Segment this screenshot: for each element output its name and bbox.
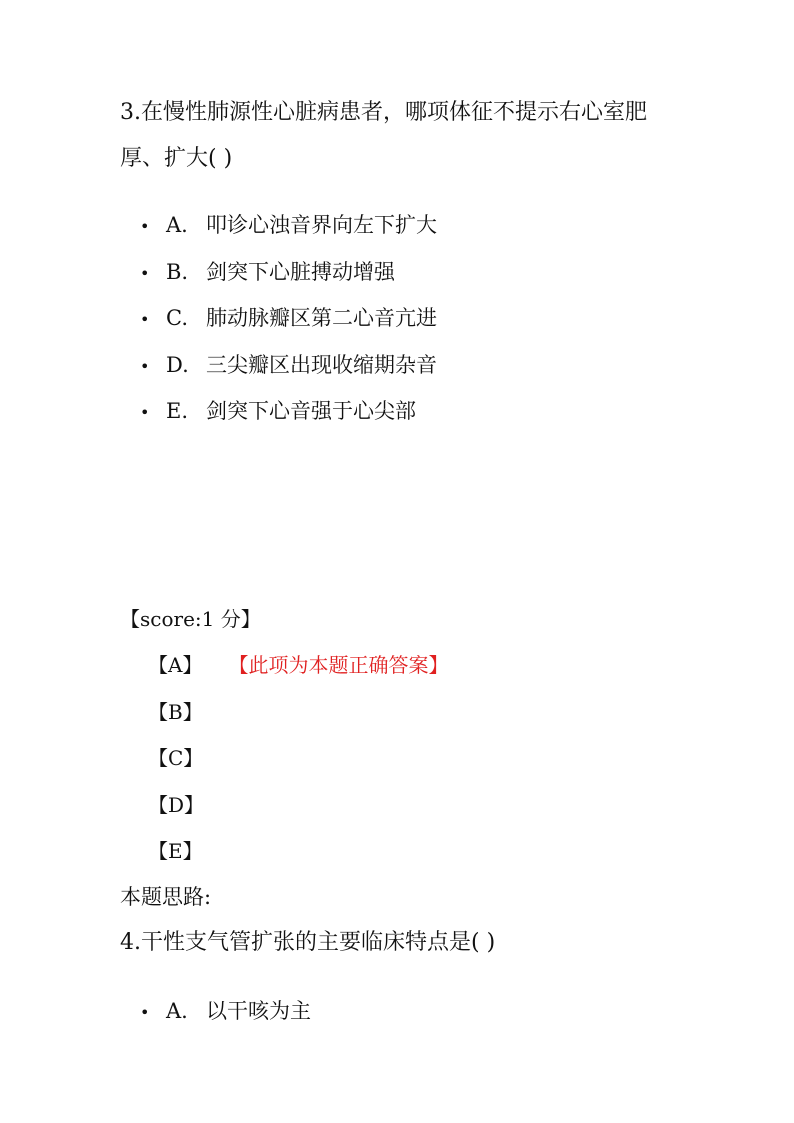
score-label: 【score:1 分】 — [120, 607, 261, 631]
option-d[interactable] — [140, 342, 437, 389]
bullet-icon: • — [140, 356, 150, 376]
answer-list — [148, 642, 448, 875]
bullet-icon: • — [140, 310, 150, 329]
question-3-options — [140, 202, 437, 435]
bullet-icon: • — [140, 263, 150, 283]
bullet-icon: • — [140, 403, 150, 422]
option-text: 三尖瓣区出现收缩期杂音 — [206, 352, 437, 377]
option-letter: D. — [166, 352, 189, 377]
option-a[interactable] — [140, 988, 311, 1035]
bullet-icon: • — [140, 217, 150, 236]
answer-label: 【D】 — [148, 792, 205, 817]
answer-label: 【C】 — [148, 746, 204, 770]
option-c[interactable] — [140, 295, 437, 342]
correct-answer-marker: 【此项为本题正确答案】 — [238, 653, 449, 677]
answer-a — [148, 642, 448, 689]
option-letter: A. — [166, 213, 188, 237]
question-4-stem: 4.干性支气管扩张的主要临床特点是( ) — [120, 930, 496, 955]
question-4-options — [140, 988, 311, 1035]
answer-c — [148, 735, 448, 782]
option-letter: A. — [166, 999, 188, 1023]
option-b[interactable] — [140, 249, 437, 296]
answer-label: 【E】 — [148, 839, 203, 863]
option-text: 以干咳为主 — [206, 999, 311, 1023]
answer-label: 【B】 — [148, 699, 203, 724]
answer-d — [148, 782, 448, 829]
option-letter: E. — [166, 399, 189, 423]
option-e[interactable] — [140, 388, 437, 435]
option-text: 肺动脉瓣区第二心音亢进 — [206, 306, 437, 330]
answer-e — [148, 828, 448, 875]
bullet-icon: • — [140, 1003, 150, 1022]
option-text: 剑突下心音强于心尖部 — [206, 399, 416, 423]
option-a[interactable] — [140, 202, 437, 249]
option-text: 叩诊心浊音界向左下扩大 — [206, 213, 437, 237]
explanation-label: 本题思路: — [120, 885, 212, 909]
option-letter: B. — [166, 259, 189, 284]
answer-b — [148, 689, 448, 736]
answer-label: 【A】 — [148, 653, 203, 677]
question-3-stem: 3.在慢性肺源性心脏病患者，哪项体征不提示右心室肥厚、扩大( ) — [120, 100, 647, 171]
option-letter: C. — [166, 306, 188, 330]
option-text: 剑突下心脏搏动增强 — [206, 259, 395, 284]
